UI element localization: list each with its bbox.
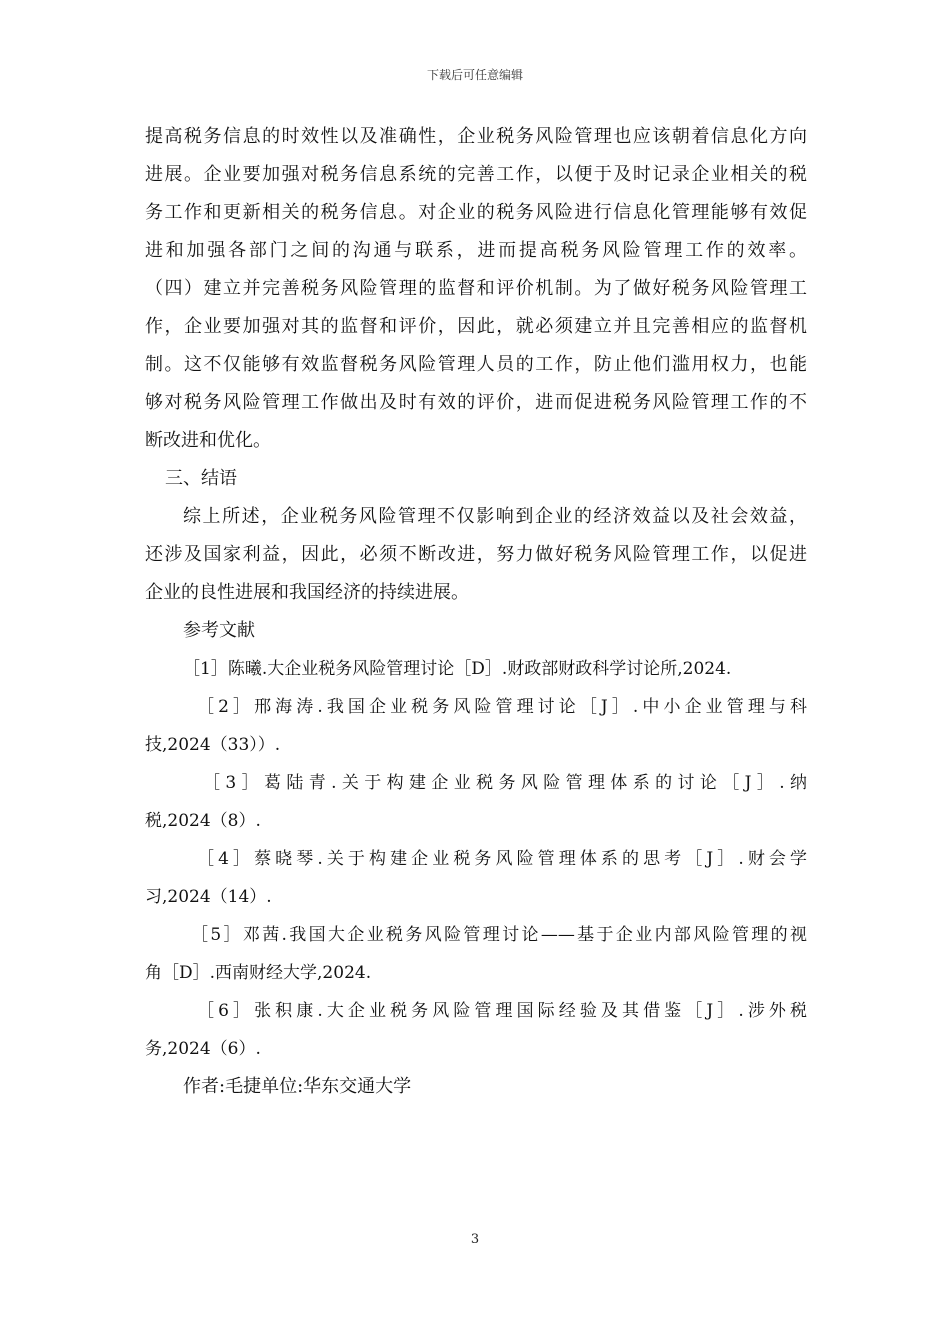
reference-item: ［6］张积康.大企业税务风险管理国际经验及其借鉴［J］.涉外税 [197,1001,807,1021]
page-number: 3 [470,1232,480,1247]
paragraph-line: 进和加强各部门之间的沟通与联系，进而提高税务风险管理工作的效率。 [145,240,807,261]
reference-item: ［4］蔡晓琴.关于构建企业税务风险管理体系的思考［J］.财会学 [197,849,807,869]
paragraph-line: 还涉及国家利益，因此，必须不断改进，努力做好税务风险管理工作，以促进 [145,544,807,565]
paragraph-line: 企业的良性进展和我国经济的持续进展。 [145,582,469,603]
reference-item: ［3］葛陆青.关于构建企业税务风险管理体系的讨论［J］.纳 [203,773,807,793]
reference-item-cont: 技,2024（33））. [145,735,281,755]
section-heading-line: （四）建立并完善税务风险管理的监督和评价机制。为了做好税务风险管理工 [145,278,807,299]
paragraph-line: 够对税务风险管理工作做出及时有效的评价，进而促进税务风险管理工作的不 [145,392,807,413]
reference-item: ［5］邓茜.我国大企业税务风险管理讨论——基于企业内部风险管理的视 [191,925,807,945]
paragraph-line: 制。这不仅能够有效监督税务风险管理人员的工作，防止他们滥用权力，也能 [145,354,807,375]
paragraph-line: 提高税务信息的时效性以及准确性，企业税务风险管理也应该朝着信息化方向 [145,126,807,147]
paragraph-line: 进展。企业要加强对税务信息系统的完善工作，以便于及时记录企业相关的税 [145,164,807,185]
paragraph-line: 务工作和更新相关的税务信息。对企业的税务风险进行信息化管理能够有效促 [145,202,807,223]
reference-item-cont: 习,2024（14）. [145,887,272,907]
references-heading: 参考文献 [183,620,255,641]
paragraph-line: 作，企业要加强对其的监督和评价，因此，就必须建立并且完善相应的监督机 [145,316,807,337]
page-header: 下载后可任意编辑 [426,68,523,82]
paragraph-line: 断改进和优化。 [145,430,271,451]
author-line: 作者:毛捷单位:华东交通大学 [183,1076,412,1097]
document-body [145,118,807,1106]
reference-item: ［1］陈曦.大企业税务风险管理讨论［D］.财政部财政科学讨论所,2024. [183,659,732,679]
section-heading: 三、结语 [165,468,237,489]
reference-item-cont: 税,2024（8）. [145,811,261,831]
reference-item: ［2］邢海涛.我国企业税务风险管理讨论［J］.中小企业管理与科 [197,697,807,717]
reference-item-cont: 角［D］.西南财经大学,2024. [145,963,372,983]
reference-item-cont: 务,2024（6）. [145,1039,261,1059]
paragraph-line: 综上所述，企业税务风险管理不仅影响到企业的经济效益以及社会效益， [183,506,807,527]
